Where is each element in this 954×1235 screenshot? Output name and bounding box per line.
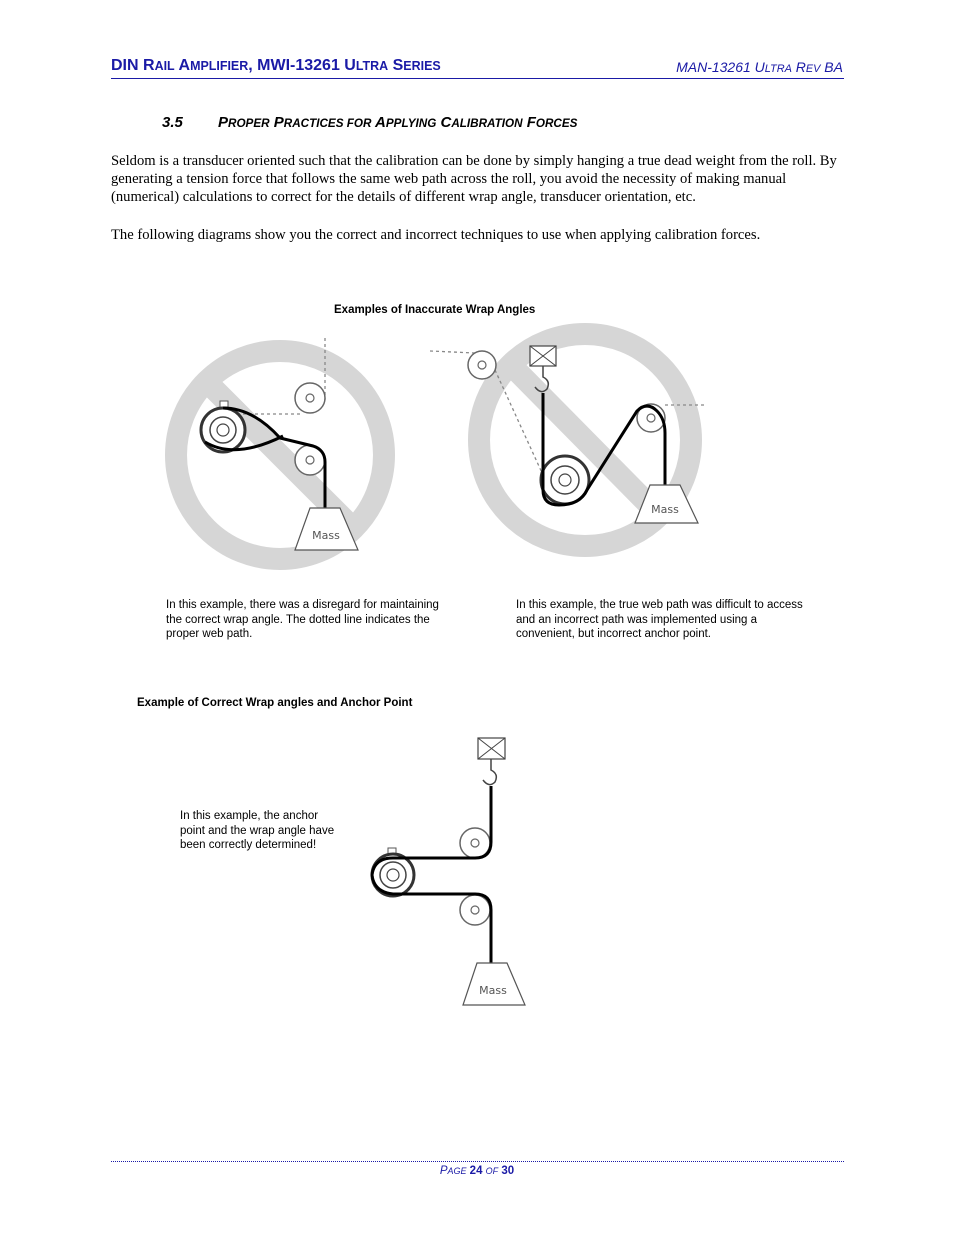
mass-label: Mass [312, 529, 340, 542]
note-incorrect-anchor: In this example, the true web path was difficult to access and an incorrect path was implemented using a convenient, but incorrect anchor point. [516, 599, 803, 641]
page-number: PAGE 24 OF 30 [439, 1165, 515, 1177]
note-correct: In this example, the anchor point and the wrap angle have been correctly determined! [180, 810, 335, 852]
mass-label: Mass [479, 984, 507, 997]
document-title: DIN RAIL AMPLIFIER, MWI-13261 ULTRA SERIES [111, 57, 441, 74]
section-number: 3.5 [162, 114, 183, 131]
body-paragraph: The following diagrams show you the correct and incorrect techniques to use when applying calibration forces. [111, 227, 761, 243]
footer-rule [111, 1161, 844, 1162]
note-disregard-wrap-angle: In this example, there was a disregard for maintaining the correct wrap angle. The dotted line indicates the proper web path. [166, 599, 439, 641]
header-rule [111, 78, 844, 79]
prohibition-sign [176, 351, 384, 559]
section-title: 3.5 PROPER PRACTICES FOR APPLYING CALIBRATION FORCES [162, 114, 578, 131]
diagram-inaccurate-wrap [165, 330, 395, 575]
mass-label: Mass [651, 503, 679, 516]
figure-caption-inaccurate: Examples of Inaccurate Wrap Angles [334, 304, 536, 316]
diagram-correct-wrap [360, 730, 530, 1015]
figure-caption-correct: Example of Correct Wrap angles and Anchor Point [137, 697, 413, 709]
document-number: MAN-13261 ULTRA REV BA [676, 59, 843, 75]
body-paragraph: Seldom is a transducer oriented such that the calibration can be done by simply hanging a true dead weight from the roll. By generating a tension force that follows the same web path across the roll, you avoid the necessity of making manual (numerical) calculations to correct for the details of different wrap angle, transducer orientation, etc. [111, 153, 837, 205]
diagram-incorrect-anchor [425, 315, 725, 575]
